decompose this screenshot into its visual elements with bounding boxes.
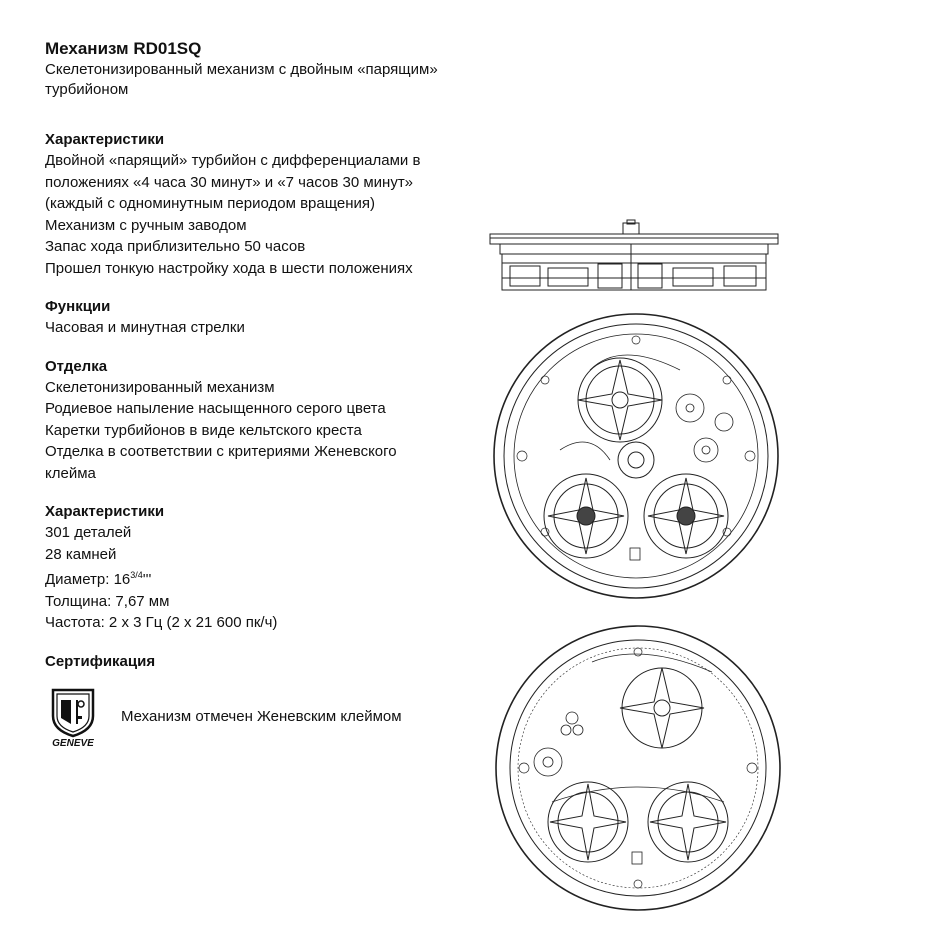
section-technical [45,502,475,634]
tech-line: 301 деталей [45,524,132,541]
section-functions [45,297,475,339]
spec-line: положениях «4 часа 30 минут» и «7 часов 30 минут» [45,173,414,191]
section-heading: Отделка [45,357,108,375]
movement-side-view [488,218,780,294]
diameter-fraction: 3/4 [130,570,143,580]
diameter-line [45,565,475,591]
section-heading: Функции [45,298,111,315]
movement-back-view [492,622,784,914]
certification-row [45,686,402,748]
text-column [45,38,475,672]
section-finish [45,357,475,485]
section-specs [45,130,475,279]
finish-line: Каретки турбийонов в виде кельтского креста [45,421,362,439]
diameter-label: Диаметр: 16 [45,571,131,588]
section-heading: Характеристики [45,131,165,148]
spec-line: Прошел тонкую настройку хода в шести положениях [45,259,413,277]
seal-text: GENEVE [52,738,94,748]
section-heading: Сертификация [45,652,156,670]
spec-line: Запас хода приблизительно 50 часов [45,238,306,255]
spec-line: Механизм с ручным заводом [45,216,247,234]
tech-line: Частота: 2 x 3 Гц (2 x 21 600 пк/ч) [45,614,278,631]
tech-line: Толщина: 7,67 мм [45,592,170,610]
section-heading: Характеристики [45,503,165,520]
finish-line: Отделка в соответствии с критериями Женевского [45,443,397,460]
diameter-suffix: ''' [142,571,152,588]
spec-line: (каждый с одноминутным периодом вращения) [45,195,376,212]
movement-front-view [490,310,782,602]
finish-line: клейма [45,464,96,482]
tech-line: 28 камней [45,545,117,563]
finish-line: Родиевое напыление насыщенного серого цвета [45,400,386,417]
finish-line: Скелетонизированный механизм [45,378,275,396]
function-line: Часовая и минутная стрелки [45,319,245,336]
certification-text: Механизм отмечен Женевским клеймом [121,708,402,725]
spec-line: Двойной «парящий» турбийон с дифференциалами в [45,152,421,169]
page-subtitle: Скелетонизированный механизм с двойным «парящим» турбийоном [45,61,438,98]
geneva-seal-icon [45,686,101,748]
page-title: Механизм RD01SQ [45,39,202,58]
section-certification [45,652,475,672]
